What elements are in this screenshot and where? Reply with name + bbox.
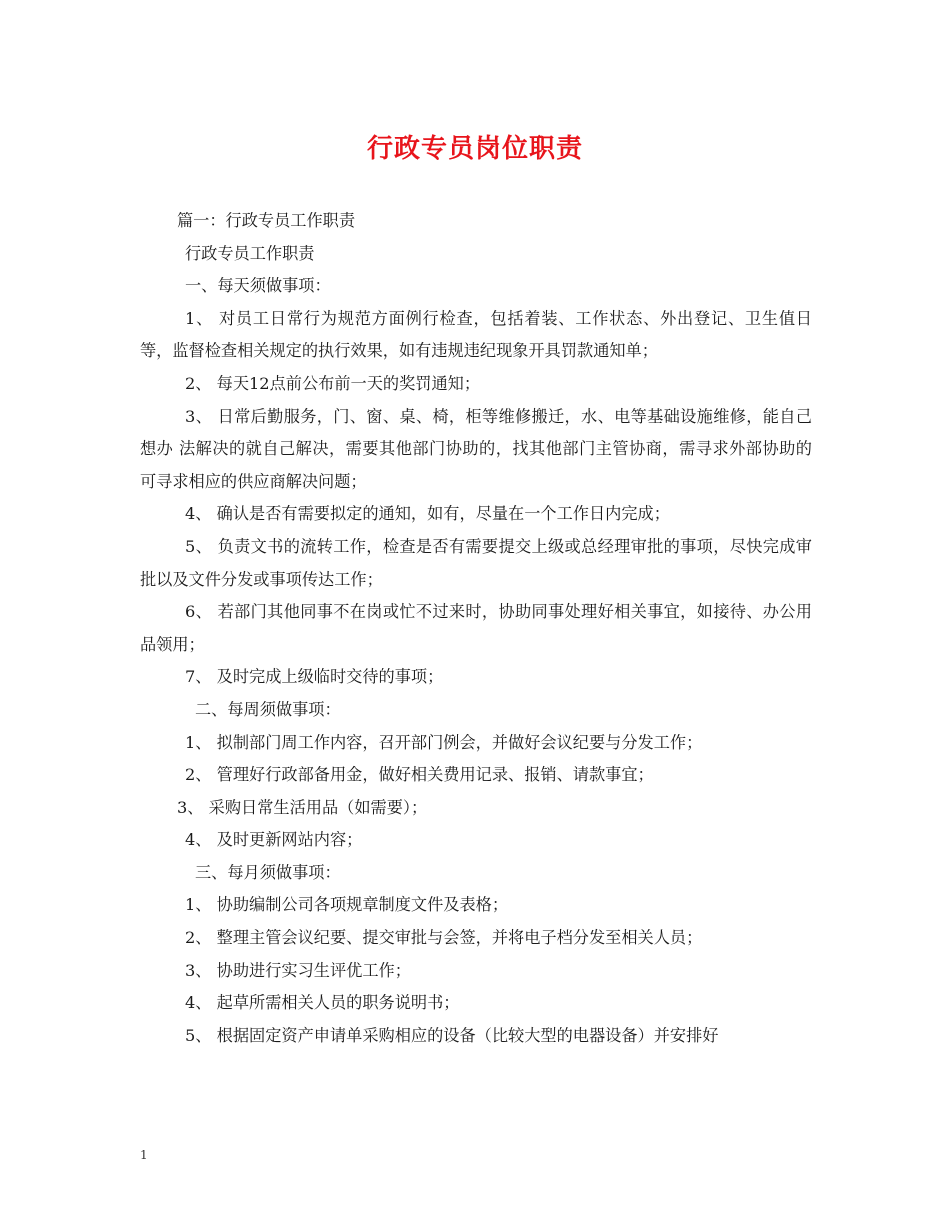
list-item: 3、 采购日常生活用品（如需要）； — [177, 797, 428, 817]
list-item: 3、 日常后勤服务，门、窗、桌、椅，柜等维修搬迁，水、电等基础设施维修，能自己想办 法解决的就自己解决，需要其他部门协助的，找其他部门主管协商，需寻求外部协助的 可寻求相应的供应商解决问题； — [140, 406, 812, 491]
list-item: 2、 管理好行政部备用金，做好相关费用记录、报销、请款事宜； — [185, 765, 654, 785]
section-subtitle: 行政专员工作职责 — [185, 243, 315, 263]
list-item: 7、 及时完成上级临时交待的事项； — [185, 667, 444, 687]
chapter-heading: 篇一：行政专员工作职责 — [177, 211, 356, 230]
page-number: 1 — [140, 1148, 148, 1162]
list-item: 3、 协助进行实习生评优工作； — [185, 960, 411, 980]
list-item: 5、 负责文书的流转工作，检查是否有需要提交上级或总经理审批的事项，尽快完成审批以及文件分发或事项传达工作； — [140, 536, 812, 589]
list-item: 1、 拟制部门周工作内容，召开部门例会，并做好会议纪要与分发工作； — [185, 732, 703, 752]
page-title: 行政专员岗位职责 — [366, 134, 583, 164]
list-item: 1、 协助编制公司各项规章制度文件及表格； — [185, 895, 509, 915]
list-item: 2、 整理主管会议纪要、提交审批与会签，并将电子档分发至相关人员； — [185, 928, 703, 948]
list-item: 5、 根据固定资产申请单采购相应的设备（比较大型的电器设备）并安排好 — [185, 1025, 719, 1045]
list-item: 4、 确认是否有需要拟定的通知，如有，尽量在一个工作日内完成； — [185, 504, 670, 524]
list-item: 4、 及时更新网站内容； — [185, 830, 363, 850]
document-body — [140, 205, 812, 1052]
monthly-heading: 三、每月须做事项： — [195, 862, 341, 882]
weekly-heading: 二、每周须做事项： — [195, 699, 341, 719]
list-item: 1、 对员工日常行为规范方面例行检查，包括着装、工作状态、外出登记、卫生值日等，监督检查相关规定的执行效果，如有违规违纪现象开具罚款通知单； — [140, 308, 812, 361]
list-item: 6、 若部门其他同事不在岗或忙不过来时，协助同事处理好相关事宜，如接待、办公用品领用； — [140, 602, 812, 654]
list-item: 4、 起草所需相关人员的职务说明书； — [185, 993, 460, 1013]
daily-heading: 一、每天须做事项： — [185, 276, 331, 296]
list-item: 2、 每天12点前公布前一天的奖罚通知； — [185, 373, 481, 393]
